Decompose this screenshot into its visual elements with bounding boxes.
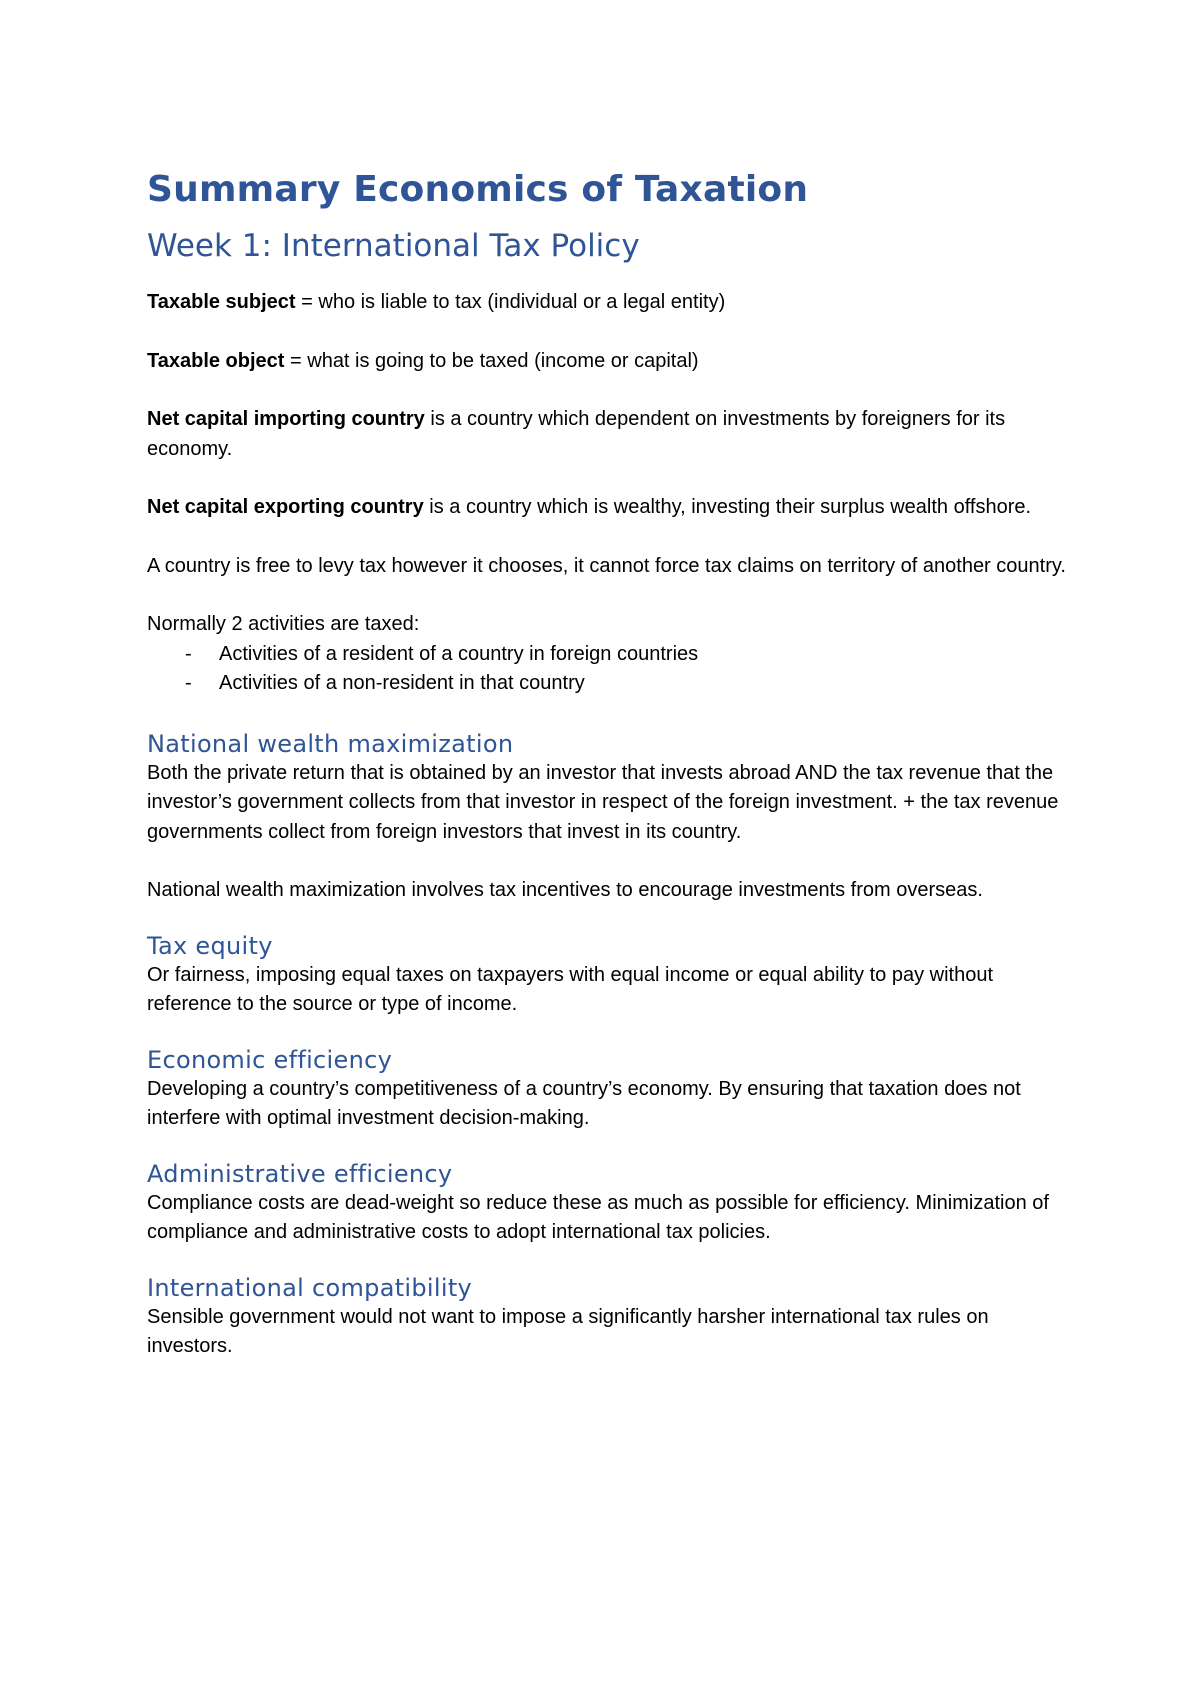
definition-term: Net capital exporting country (147, 496, 424, 518)
definition-term: Taxable object (147, 349, 285, 372)
section-heading-international-compatibility: International compatibility (147, 1273, 473, 1302)
definition-net-capital-exporting (147, 493, 1067, 523)
activities-intro: Normally 2 activities are taxed: (147, 613, 420, 635)
tax-equity-paragraph: Or fairness, imposing equal taxes on taxpayers with equal income or equal ability to pay without reference to the source or type of income. (147, 963, 994, 1015)
activities-list (147, 640, 1067, 699)
list-item-text: Activities of a non-resident in that country (219, 672, 585, 694)
national-wealth-paragraph: Both the private return that is obtained by an investor that invests abroad AND the tax revenue that the investor’s government collects from that investor in respect of the foreign investment. + the tax revenue governments collect from foreign investors that invest in its country. (147, 761, 1059, 843)
definition-net-capital-importing (147, 405, 1067, 464)
levy-paragraph: A country is free to levy tax however it chooses, it cannot force tax claims on territory of another country. (147, 554, 1066, 577)
economic-efficiency-paragraph: Developing a country’s competitiveness of a country’s economy. By ensuring that taxation does not interfere with optimal investment decision-making. (147, 1077, 1021, 1129)
definition-taxable-subject (147, 288, 1067, 318)
section-heading-national-wealth: National wealth maximization (147, 729, 514, 758)
definition-text: = who is liable to tax (individual or a legal entity) (295, 291, 726, 313)
section-heading-tax-equity: Tax equity (147, 931, 273, 960)
section-heading-administrative-efficiency: Administrative efficiency (147, 1159, 453, 1188)
document-title: Summary Economics of Taxation (147, 169, 809, 210)
definition-text: = what is going to be taxed (income or capital) (284, 349, 699, 372)
definition-text: is a country which dependent on investments by foreigners for its economy. (147, 408, 1006, 460)
administrative-efficiency-paragraph: Compliance costs are dead-weight so reduce these as much as possible for efficiency. Minimization of compliance and administrative costs to adopt international tax policies. (147, 1191, 1049, 1243)
definition-term: Net capital importing country (147, 408, 425, 430)
list-item-text: Activities of a resident of a country in foreign countries (219, 642, 699, 665)
list-item (147, 669, 1067, 699)
section-heading-economic-efficiency: Economic efficiency (147, 1045, 393, 1074)
week-heading: Week 1: International Tax Policy (147, 228, 640, 264)
list-item (147, 640, 1067, 670)
international-compatibility-paragraph: Sensible government would not want to impose a significantly harsher international tax rules on investors. (147, 1305, 989, 1357)
dash-marker: - (185, 672, 192, 694)
national-wealth-paragraph-2: National wealth maximization involves tax incentives to encourage investments from overseas. (147, 879, 983, 901)
document-page (147, 168, 1067, 1362)
definition-term: Taxable subject (147, 291, 296, 313)
definition-taxable-object (147, 347, 1067, 377)
dash-marker: - (185, 642, 192, 665)
definition-text: is a country which is wealthy, investing their surplus wealth offshore. (423, 496, 1032, 518)
